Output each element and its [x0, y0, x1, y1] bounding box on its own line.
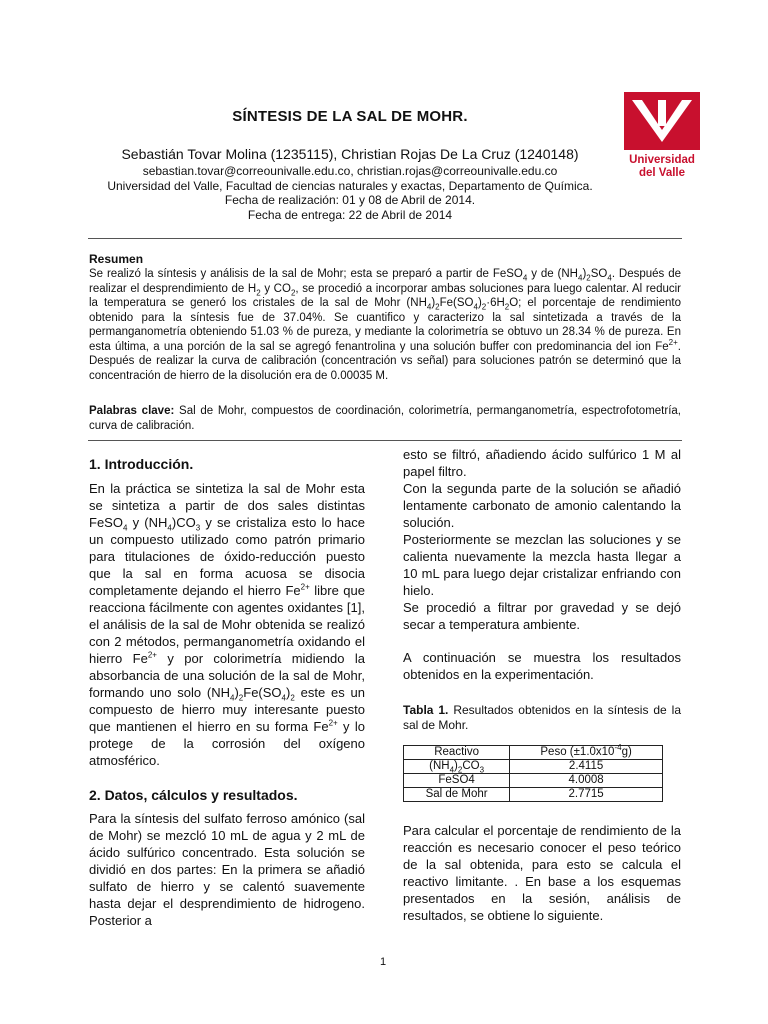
top-divider	[88, 238, 682, 239]
table-row	[404, 788, 663, 802]
table-header-row	[404, 746, 663, 760]
datos-heading: 2. Datos, cálculos y resultados.	[89, 787, 298, 803]
table-cell-reactivo: Sal de Mohr	[404, 788, 510, 802]
right-column	[403, 446, 681, 924]
keywords-text: Sal de Mohr, compuestos de coordinación, colorimetría, permanganometría, espectrofotometría, curva de calibración.	[89, 405, 681, 432]
table-caption	[403, 703, 681, 733]
intro-heading: 1. Introducción.	[89, 456, 194, 472]
table-cell-reactivo: FeSO4	[404, 774, 510, 788]
emails-line: sebastian.tovar@correounivalle.edu.co, christian.rojas@correounivalle.edu.co	[142, 164, 558, 178]
fecha-entrega: Fecha de entrega: 22 de Abril de 2014	[247, 208, 453, 222]
keywords	[89, 404, 681, 433]
right-paragraph-6: Para calcular el porcentaje de rendimiento de la reacción es necesario conocer el peso teórico de la sal obtenida, para esto se calcula el reactivo limitante. . En base a los esquemas presentados en la sesión, análisis de resultados, se obtiene lo siguiente.	[403, 823, 681, 923]
resumen-paragraph: Se realizó la síntesis y análisis de la sal de Mohr; esta se preparó a partir de FeSO$_4$ y de $(NH_4)_2SO_4$. Después de realizar el desprendimiento de $H_2$ y $CO_2$, se procedió a incorporar ambas soluciones para luego calentar. Al reducir la temperatura se generó los cristales de la sal de Mohr $(NH_4)_2Fe(SO_4)_2\cdot 6H_2O$; el porcentaje de rendimiento obtenido para la síntesis fue de 37.04%. Se cuantifico y caracterizo la sal sintetizada a través de la permanganometría obteniendo 51.03 % de pureza, y mediante la colorimetría se obtuvo un 28.34 % de pureza. En esta última, a una porción de la sal se agregó fenantrolina y una solución buffer con predominancia del ion $Fe^{2+}$. Después de realizar la curva de calibración (concentración vs señal) para soluciones patrón se determinó que la concentración de hierro de la disolución era de 0.00035 M.	[89, 268, 682, 382]
table-cell-peso: 2.4115	[510, 760, 663, 774]
table-cell-peso: 2.7715	[510, 788, 663, 802]
table-row	[404, 760, 663, 774]
page-number: 1	[380, 956, 387, 968]
intro-paragraph: En la práctica se sintetiza la sal de Mohr esta se sintetiza a partir de dos sales distintas FeSO$_4$ y $(NH_4)CO_3$ y se cristaliza esto lo hace un compuesto utilizado como patrón primario para titulaciones de óxido-reducción puesto que la sal en forma acuosa se disocia completamente dejando el hierro $Fe^{2+}$ libre que reacciona fácilmente con agentes oxidantes [1], el análisis de la sal de Mohr obtenida se realizó con 2 métodos, permanganometría oxidando el hierro $Fe^{2+}$ y por colorimetría midiendo la absorbancia de una solución de la sal de Mohr, formando uno solo $(NH_4)_2Fe(SO_4)_2$ este es un compuesto de hierro muy interesante puesto que mantienen el hierro en su forma $Fe^{2+}$ y lo protege de la corrosión del oxígeno atmosférico.	[89, 481, 365, 768]
table-cell-peso: 4.0008	[510, 774, 663, 788]
resumen-body	[89, 267, 681, 383]
right-paragraph-2: Con la segunda parte de la solución se añadió lentamente carbonato de amonio calentando la solución.	[403, 481, 681, 530]
right-paragraph-4: Se procedió a filtrar por gravedad y se dejó secar a temperatura ambiente.	[403, 600, 681, 632]
affiliation-line: Universidad del Valle, Facultad de ciencias naturales y exactas, Departamento de Química.	[107, 179, 593, 193]
table-header-peso: Peso $(\pm 1.0x10^{-4}g)$	[510, 746, 663, 760]
logo-text-line-1: Universidad	[629, 154, 695, 166]
authors-line: Sebastián Tovar Molina (1235115), Christian Rojas De La Cruz (1240148)	[121, 146, 579, 162]
bottom-divider	[88, 440, 682, 441]
table-header-reactivo: Reactivo	[404, 746, 510, 760]
left-column	[89, 456, 365, 929]
table-caption-label: Tabla 1.	[403, 703, 449, 717]
fecha-realizacion: Fecha de realización: 01 y 08 de Abril de 2014.	[224, 193, 476, 207]
table-cell-reactivo: $(NH_4)_2CO_3$	[404, 760, 510, 774]
paper-title: SÍNTESIS DE LA SAL DE MOHR.	[232, 108, 468, 125]
logo-text	[614, 154, 710, 180]
right-paragraph-3: Posteriormente se mezclan las soluciones y se calienta nuevamente la mezcla hasta llegar a 10 mL para luego dejar cristalizar enfriando con hielo.	[403, 532, 681, 598]
resumen-heading: Resumen	[89, 252, 144, 266]
right-paragraph-1: esto se filtró, añadiendo ácido sulfúrico 1 M al papel filtro.	[403, 447, 681, 479]
table-caption-text: Resultados obtenidos en la síntesis de la sal de Mohr.	[403, 703, 681, 732]
logo-text-line-2: del Valle	[638, 167, 686, 179]
datos-paragraph: Para la síntesis del sulfato ferroso amónico (sal de Mohr) se mezcló 10 mL de agua y 2 mL de ácido sulfúrico concentrado. Esta solución se dividió en dos partes: En la primera se añadió sulfato de hierro y se calentó suavemente hasta dejar el desprendimiento de hidrogeno. Posterior a	[89, 811, 365, 928]
right-paragraph-5: A continuación se muestra los resultados obtenidos en la experimentación.	[403, 650, 681, 682]
results-table	[403, 745, 663, 802]
keywords-label: Palabras clave:	[89, 405, 175, 417]
table-row	[404, 774, 663, 788]
